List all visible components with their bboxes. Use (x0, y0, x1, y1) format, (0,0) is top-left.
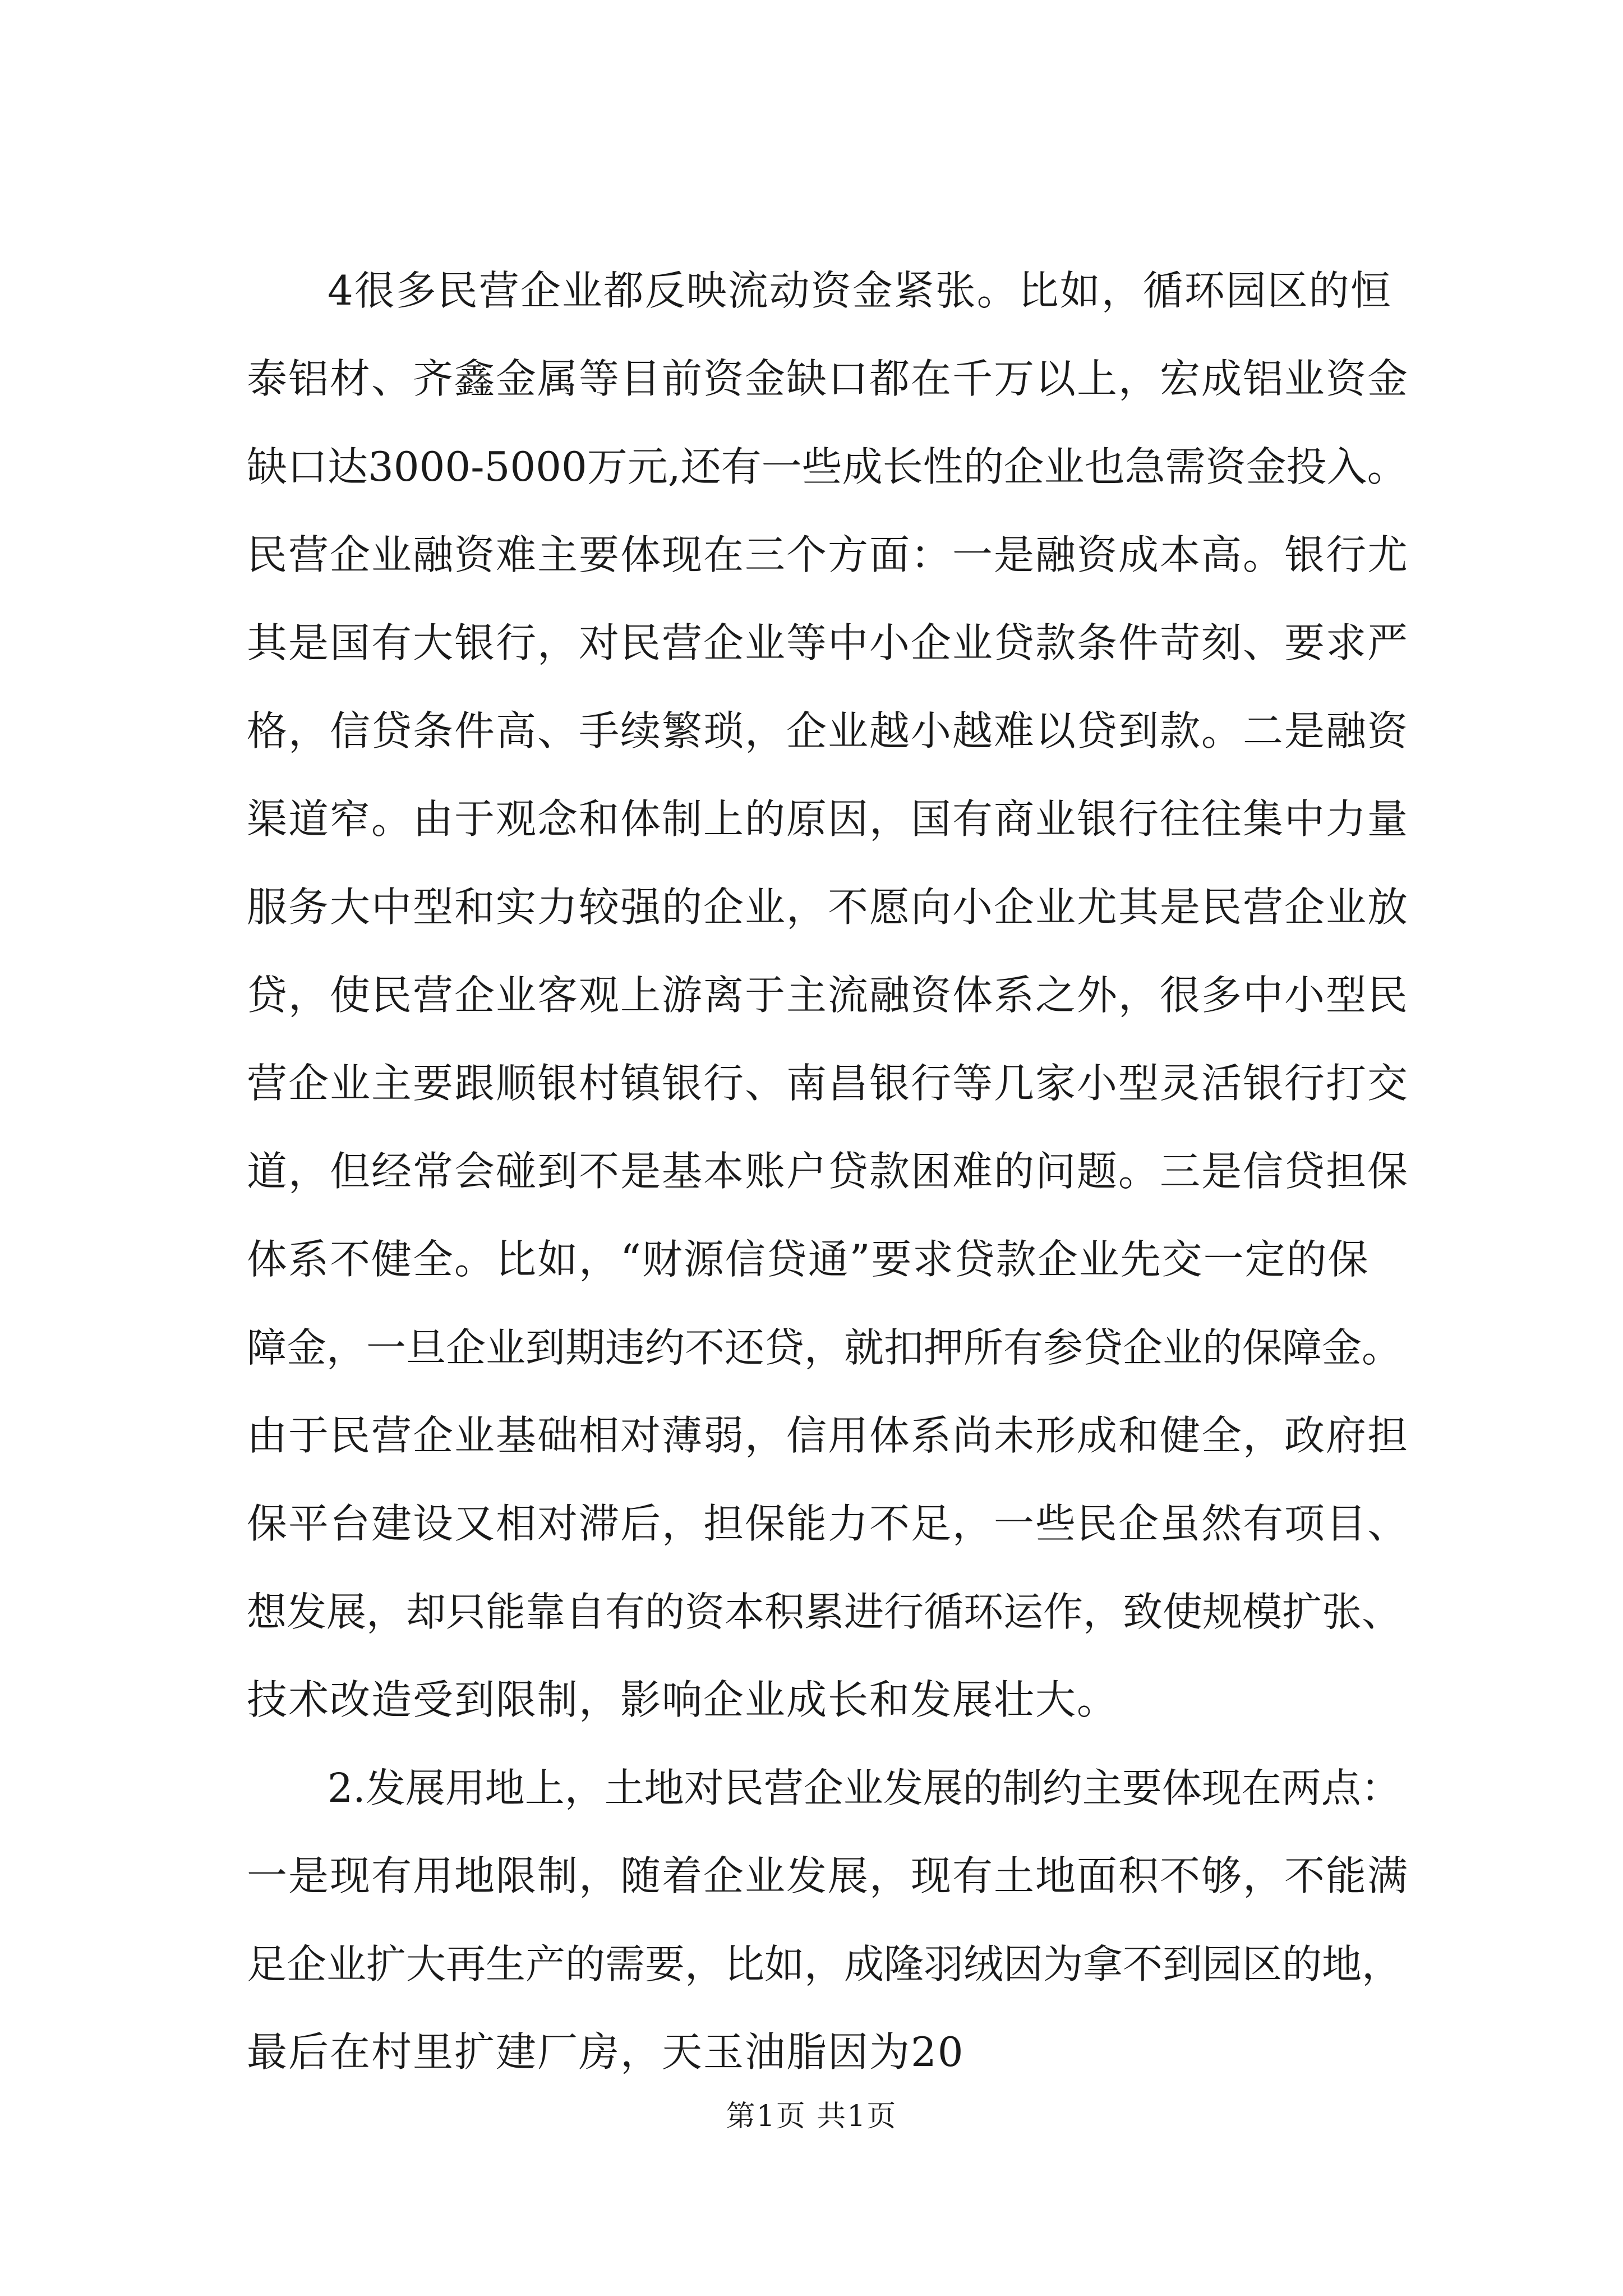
paragraph-line: 一是现有用地限制，随着企业发展，现有土地面积不够，不能满 (247, 1852, 1409, 1899)
paragraph-line: 服务大中型和实力较强的企业，不愿向小企业尤其是民营企业放 (247, 884, 1409, 931)
paragraph-line: 由于民营企业基础相对薄弱，信用体系尚未形成和健全，政府担 (247, 1412, 1409, 1459)
paragraph-line: 技术改造受到限制，影响企业成长和发展壮大。 (247, 1676, 1119, 1723)
paragraph-line: 道，但经常会碰到不是基本账户贷款困难的问题。三是信贷担保 (247, 1148, 1409, 1195)
paragraph-line: 最后在村里扩建厂房，天玉油脂因为20 (247, 2028, 965, 2076)
paragraph-line: 想发展，却只能靠自有的资本积累进行循环运作，致使规模扩张、 (247, 1589, 1402, 1635)
body-text (247, 247, 1413, 2096)
page-number-label: 第1页 共1页 (726, 2100, 897, 2133)
paragraph-line: 格，信贷条件高、手续繁琐，企业越小越难以贷到款。二是融资 (247, 707, 1409, 754)
paragraph-line: 民营企业融资难主要体现在三个方面：一是融资成本高。银行尤 (247, 531, 1409, 578)
paragraph-line: 4很多民营企业都反映流动资金紧张。比如，循环园区的恒 (328, 267, 1392, 314)
paragraph-line: 泰铝材、齐鑫金属等目前资金缺口都在千万以上，宏成铝业资金 (247, 355, 1409, 402)
paragraph-line: 足企业扩大再生产的需要，比如，成隆羽绒因为拿不到园区的地， (247, 1941, 1402, 1987)
paragraph-line: 保平台建设又相对滞后，担保能力不足，一些民企虽然有项目、 (247, 1500, 1409, 1547)
paragraph-line: 缺口达3000-5000万元,还有一些成长性的企业也急需资金投入。 (247, 443, 1408, 490)
paragraph-line: 体系不健全。比如，“财源信贷通”要求贷款企业先交一定的保 (247, 1236, 1370, 1283)
paragraph-line: 2.发展用地上，土地对民营企业发展的制约主要体现在两点： (328, 1765, 1401, 1811)
paragraph-line: 渠道窄。由于观念和体制上的原因，国有商业银行往往集中力量 (247, 795, 1409, 843)
paragraph-line: 贷，使民营企业客观上游离于主流融资体系之外，很多中小型民 (247, 972, 1409, 1019)
page-footer (0, 2097, 1623, 2136)
paragraph-line: 障金，一旦企业到期违约不还贷，就扣押所有参贷企业的保障金。 (247, 1324, 1402, 1371)
paragraph-line: 其是国有大银行，对民营企业等中小企业贷款条件苛刻、要求严 (247, 619, 1409, 666)
paragraph-line: 营企业主要跟顺银村镇银行、南昌银行等几家小型灵活银行打交 (247, 1060, 1409, 1107)
